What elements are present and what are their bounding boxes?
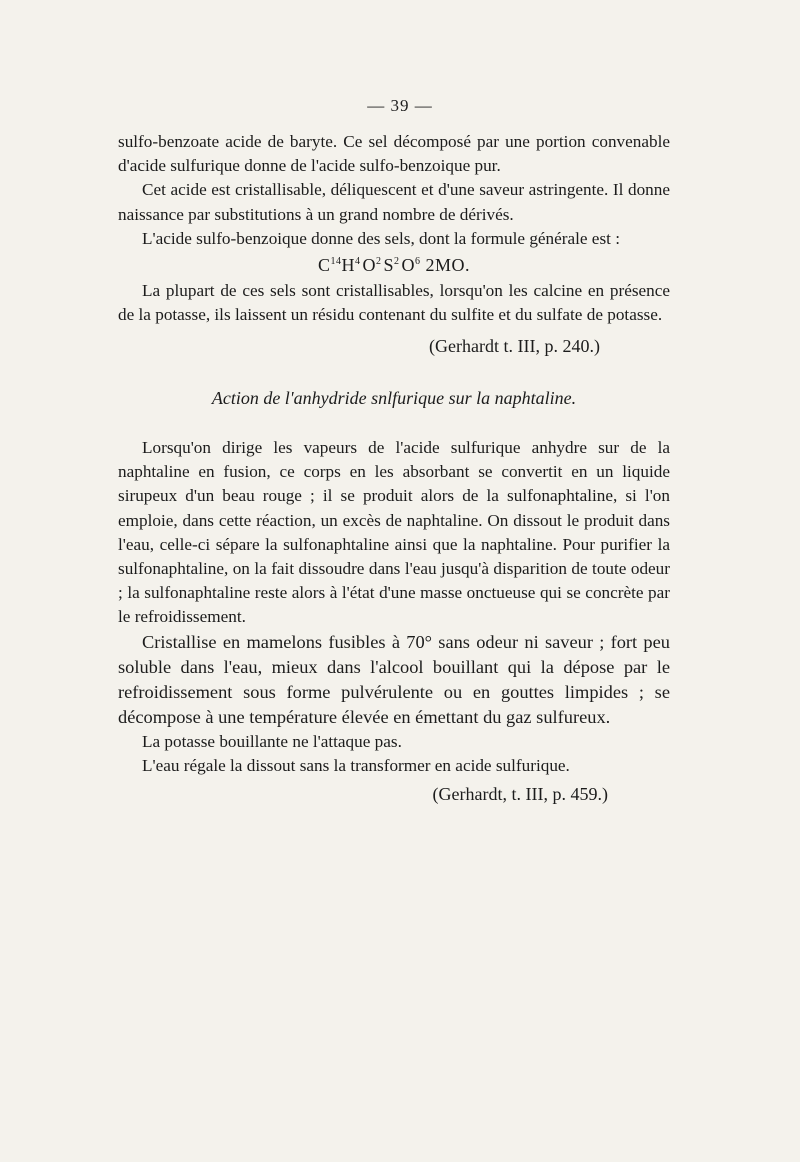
citation-2: (Gerhardt, t. III, p. 459.) bbox=[432, 784, 608, 805]
citation-1: (Gerhardt t. III, p. 240.) bbox=[429, 335, 600, 356]
paragraph-4: La plupart de ces sels sont cristallisables, lorsqu'on les calcine en présence de la potasse, ils laissent un résidu contenant du sulfite et du sulfate de potasse. bbox=[118, 281, 670, 325]
section-title: Action de l'anhydride snlfurique sur la naphtaline. bbox=[211, 387, 577, 408]
page-body bbox=[118, 130, 670, 806]
paragraph-5: Lorsqu'on dirige les vapeurs de l'acide sulfurique anhydre sur de la naphtaline en fusion, ce corps en les absorbant se convertit en un liquide sirupeux d'un beau rouge ; il se produit alors de la sulfonaphtaline, si l'on emploie, dans cette réaction, un excès de naphtaline. On dissout le produit dans l'eau, celle-ci sépare la sulfonaphtaline ainsi que la naphtaline. Pour purifier la sulfonaphtaline, on la fait dissoudre dans l'eau jusqu'à disparition de toute odeur ; la sulfonaphtaline reste alors à l'état d'une masse onctueuse qui se concrète par le refroidissement. bbox=[118, 438, 670, 627]
paragraph-6: Cristallise en mamelons fusibles à 70° sans odeur ni saveur ; fort peu soluble dans l'eau, mieux dans l'alcool bouillant qui la dépose par le refroidissement sous forme pulvérulente ou en gouttes limpides ; se décompose à une température élevée en émettant du gaz sulfureux. bbox=[118, 631, 670, 727]
page-number: — 39 — bbox=[367, 96, 433, 115]
paragraph-3: L'acide sulfo-benzoique donne des sels, dont la formule générale est : bbox=[142, 228, 620, 248]
paragraph-7: La potasse bouillante ne l'attaque pas. bbox=[142, 731, 402, 751]
paragraph-2: Cet acide est cristallisable, déliquescent et d'une saveur astringente. Il donne naissance par substitutions à un grand nombre de dérivés. bbox=[118, 180, 670, 224]
paragraph-1: sulfo-benzoate acide de baryte. Ce sel décomposé par une portion convenable d'acide sulfurique donne de l'acide sulfo-benzoique pur. bbox=[118, 132, 670, 176]
chemical-formula: $C^{14}H^4$ $O^2$ $S^2$ $O^6$ 2MO. bbox=[317, 255, 471, 276]
paragraph-8: L'eau régale la dissout sans la transformer en acide sulfurique. bbox=[142, 755, 570, 775]
